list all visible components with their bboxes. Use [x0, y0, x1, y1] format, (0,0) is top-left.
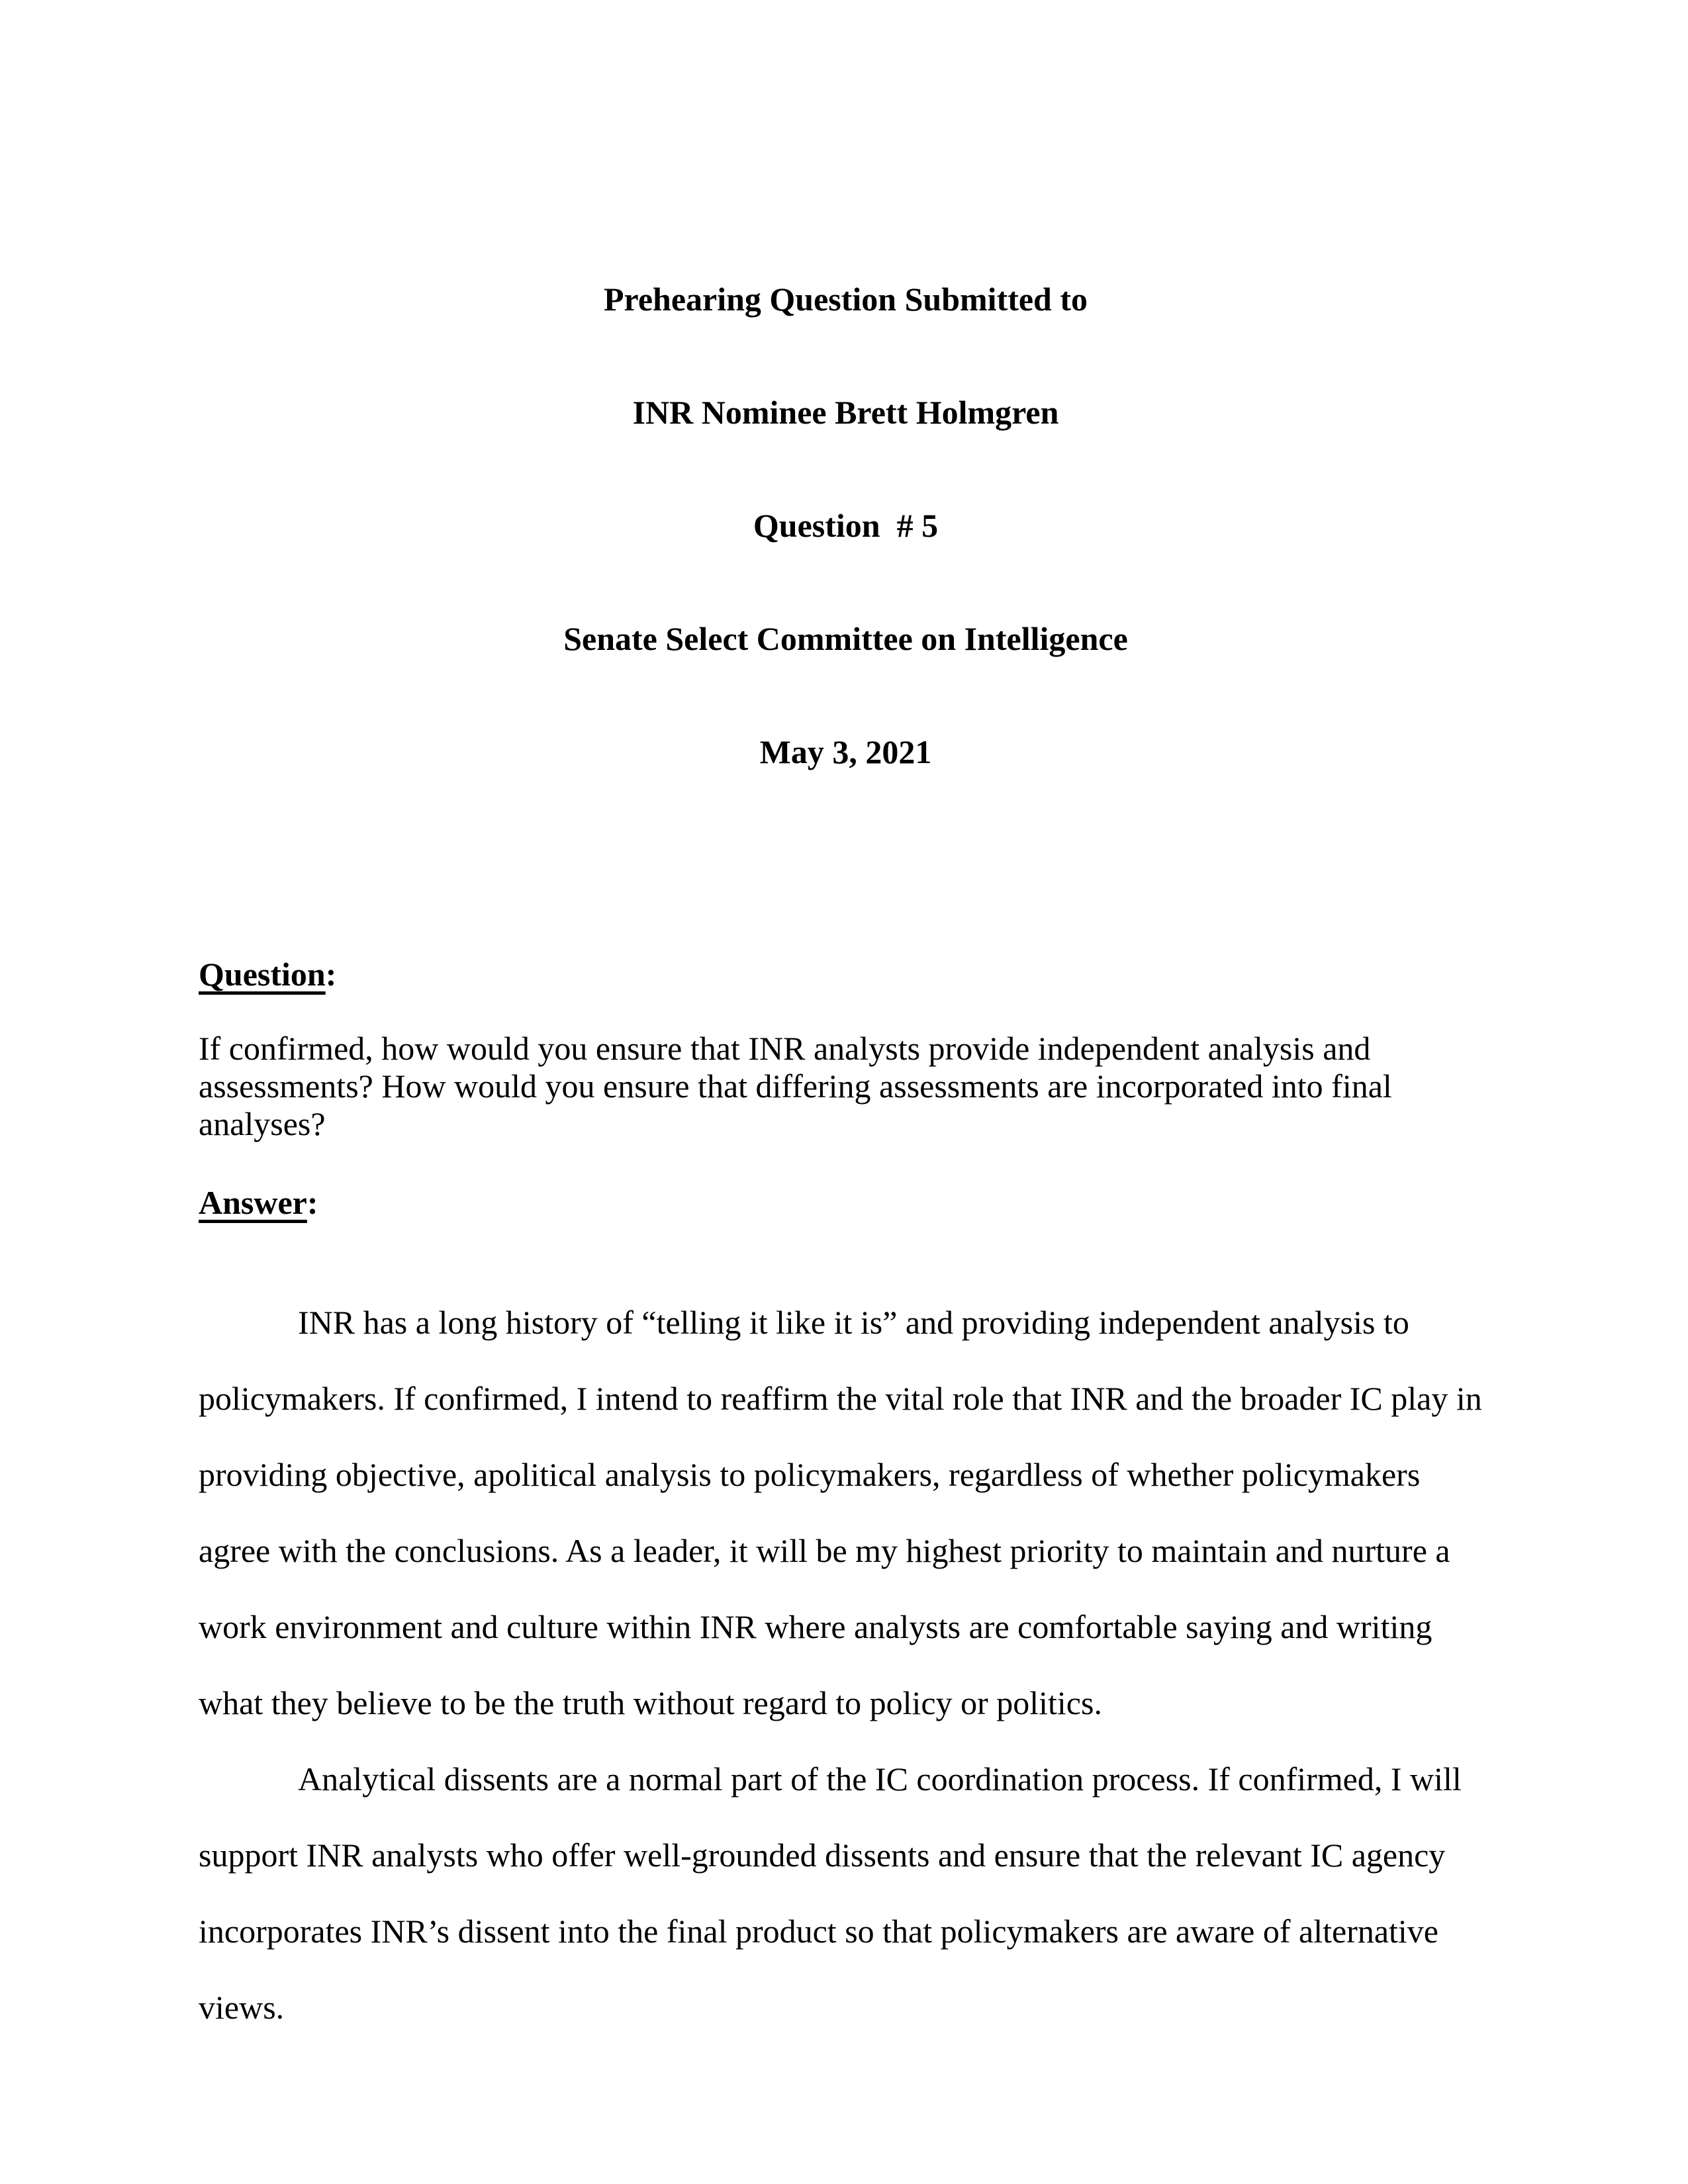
answer-paragraph-2: Analytical dissents are a normal part of the IC coordination process. If confirmed, I will support INR analysts who offer well-grounded dissents and ensure that the relevant IC agency incorporates INR’s dissent into the final product so that policymakers are aware of alternative views.: [199, 1760, 1462, 2026]
question-colon: :: [325, 956, 337, 993]
answer-label: Answer: [199, 1184, 307, 1221]
answer-colon: :: [306, 1184, 318, 1221]
question-text: If confirmed, how would you ensure that INR analysts provide independent analysis and assessments? How would you ensure that differing assessments are incorporated into final analyses?: [199, 1030, 1392, 1142]
answer-heading: [199, 1184, 1493, 1222]
header-line-1: Prehearing Question Submitted to: [603, 281, 1088, 318]
header-line-4: Senate Select Committee on Intelligence: [563, 620, 1128, 657]
header-line-3: Question # 5: [753, 507, 939, 544]
question-label: Question: [199, 956, 326, 993]
answer-paragraph-1: INR has a long history of “telling it like it is” and providing independent analysis to policymakers. If confirmed, I intend to reaffirm the vital role that INR and the broader IC play in providing objective, apolitical analysis to policymakers, regardless of whether policymakers agree with the conclusions. As a leader, it will be my highest priority to maintain and nurture a work environment and culture within INR where analysts are comfortable saying and writing what they believe to be the truth without regard to policy or politics.: [199, 1304, 1482, 1721]
header-line-2: INR Nominee Brett Holmgren: [632, 394, 1059, 431]
question-heading: [199, 956, 1493, 993]
header-line-5: May 3, 2021: [759, 733, 932, 770]
document-header: [199, 205, 1493, 846]
